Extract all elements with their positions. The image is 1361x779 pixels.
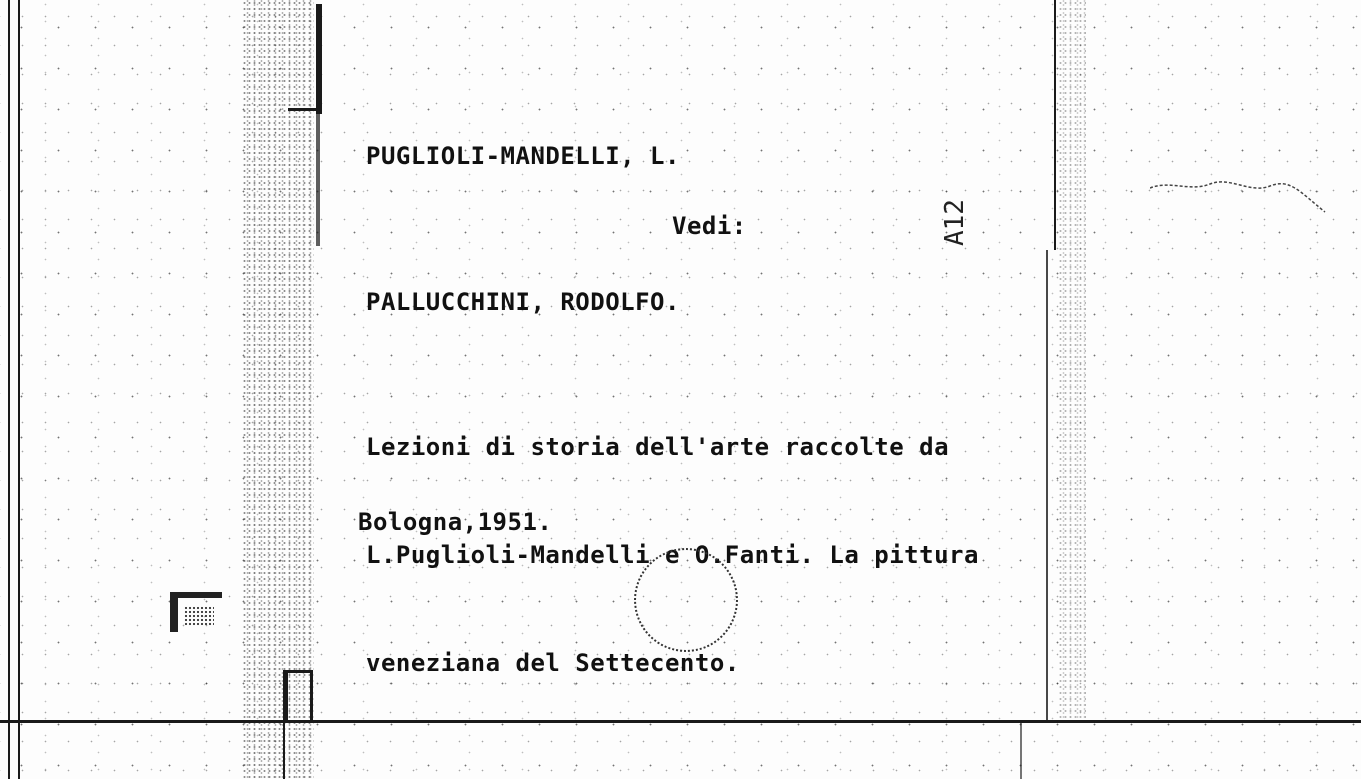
- bottom-rule-tick: [1020, 722, 1022, 779]
- right-edge-speckle: [1058, 0, 1086, 720]
- card-tab: [285, 670, 313, 722]
- stamp-mark-texture: [184, 606, 214, 626]
- top-bracket-foot: [288, 108, 320, 111]
- left-border-line-inner: [18, 0, 20, 779]
- imprint: Bologna,1951.: [358, 508, 553, 536]
- author-entry: PALLUCCHINI, RODOLFO.: [366, 288, 680, 316]
- shelf-number: A12: [940, 199, 970, 246]
- card-heading: PUGLIOLI-MANDELLI, L.: [366, 142, 680, 170]
- title-line-3: veneziana del Settecento.: [366, 649, 740, 677]
- title-line-1: Lezioni di storia dell'arte raccolte da: [366, 433, 950, 461]
- punch-hole: [634, 548, 738, 652]
- bracket-continuation: [316, 114, 320, 246]
- top-bracket-bar: [316, 4, 322, 114]
- left-border-line: [8, 0, 10, 779]
- pencil-squiggle: [1150, 170, 1330, 220]
- card-right-edge-lower: [1046, 250, 1048, 720]
- see-reference-label: Vedi:: [672, 212, 747, 240]
- binding-strip: [242, 0, 314, 779]
- title-line-2: L.Puglioli-Mandelli e O.Fanti. La pittura: [366, 541, 979, 569]
- card-right-edge: [1054, 0, 1056, 250]
